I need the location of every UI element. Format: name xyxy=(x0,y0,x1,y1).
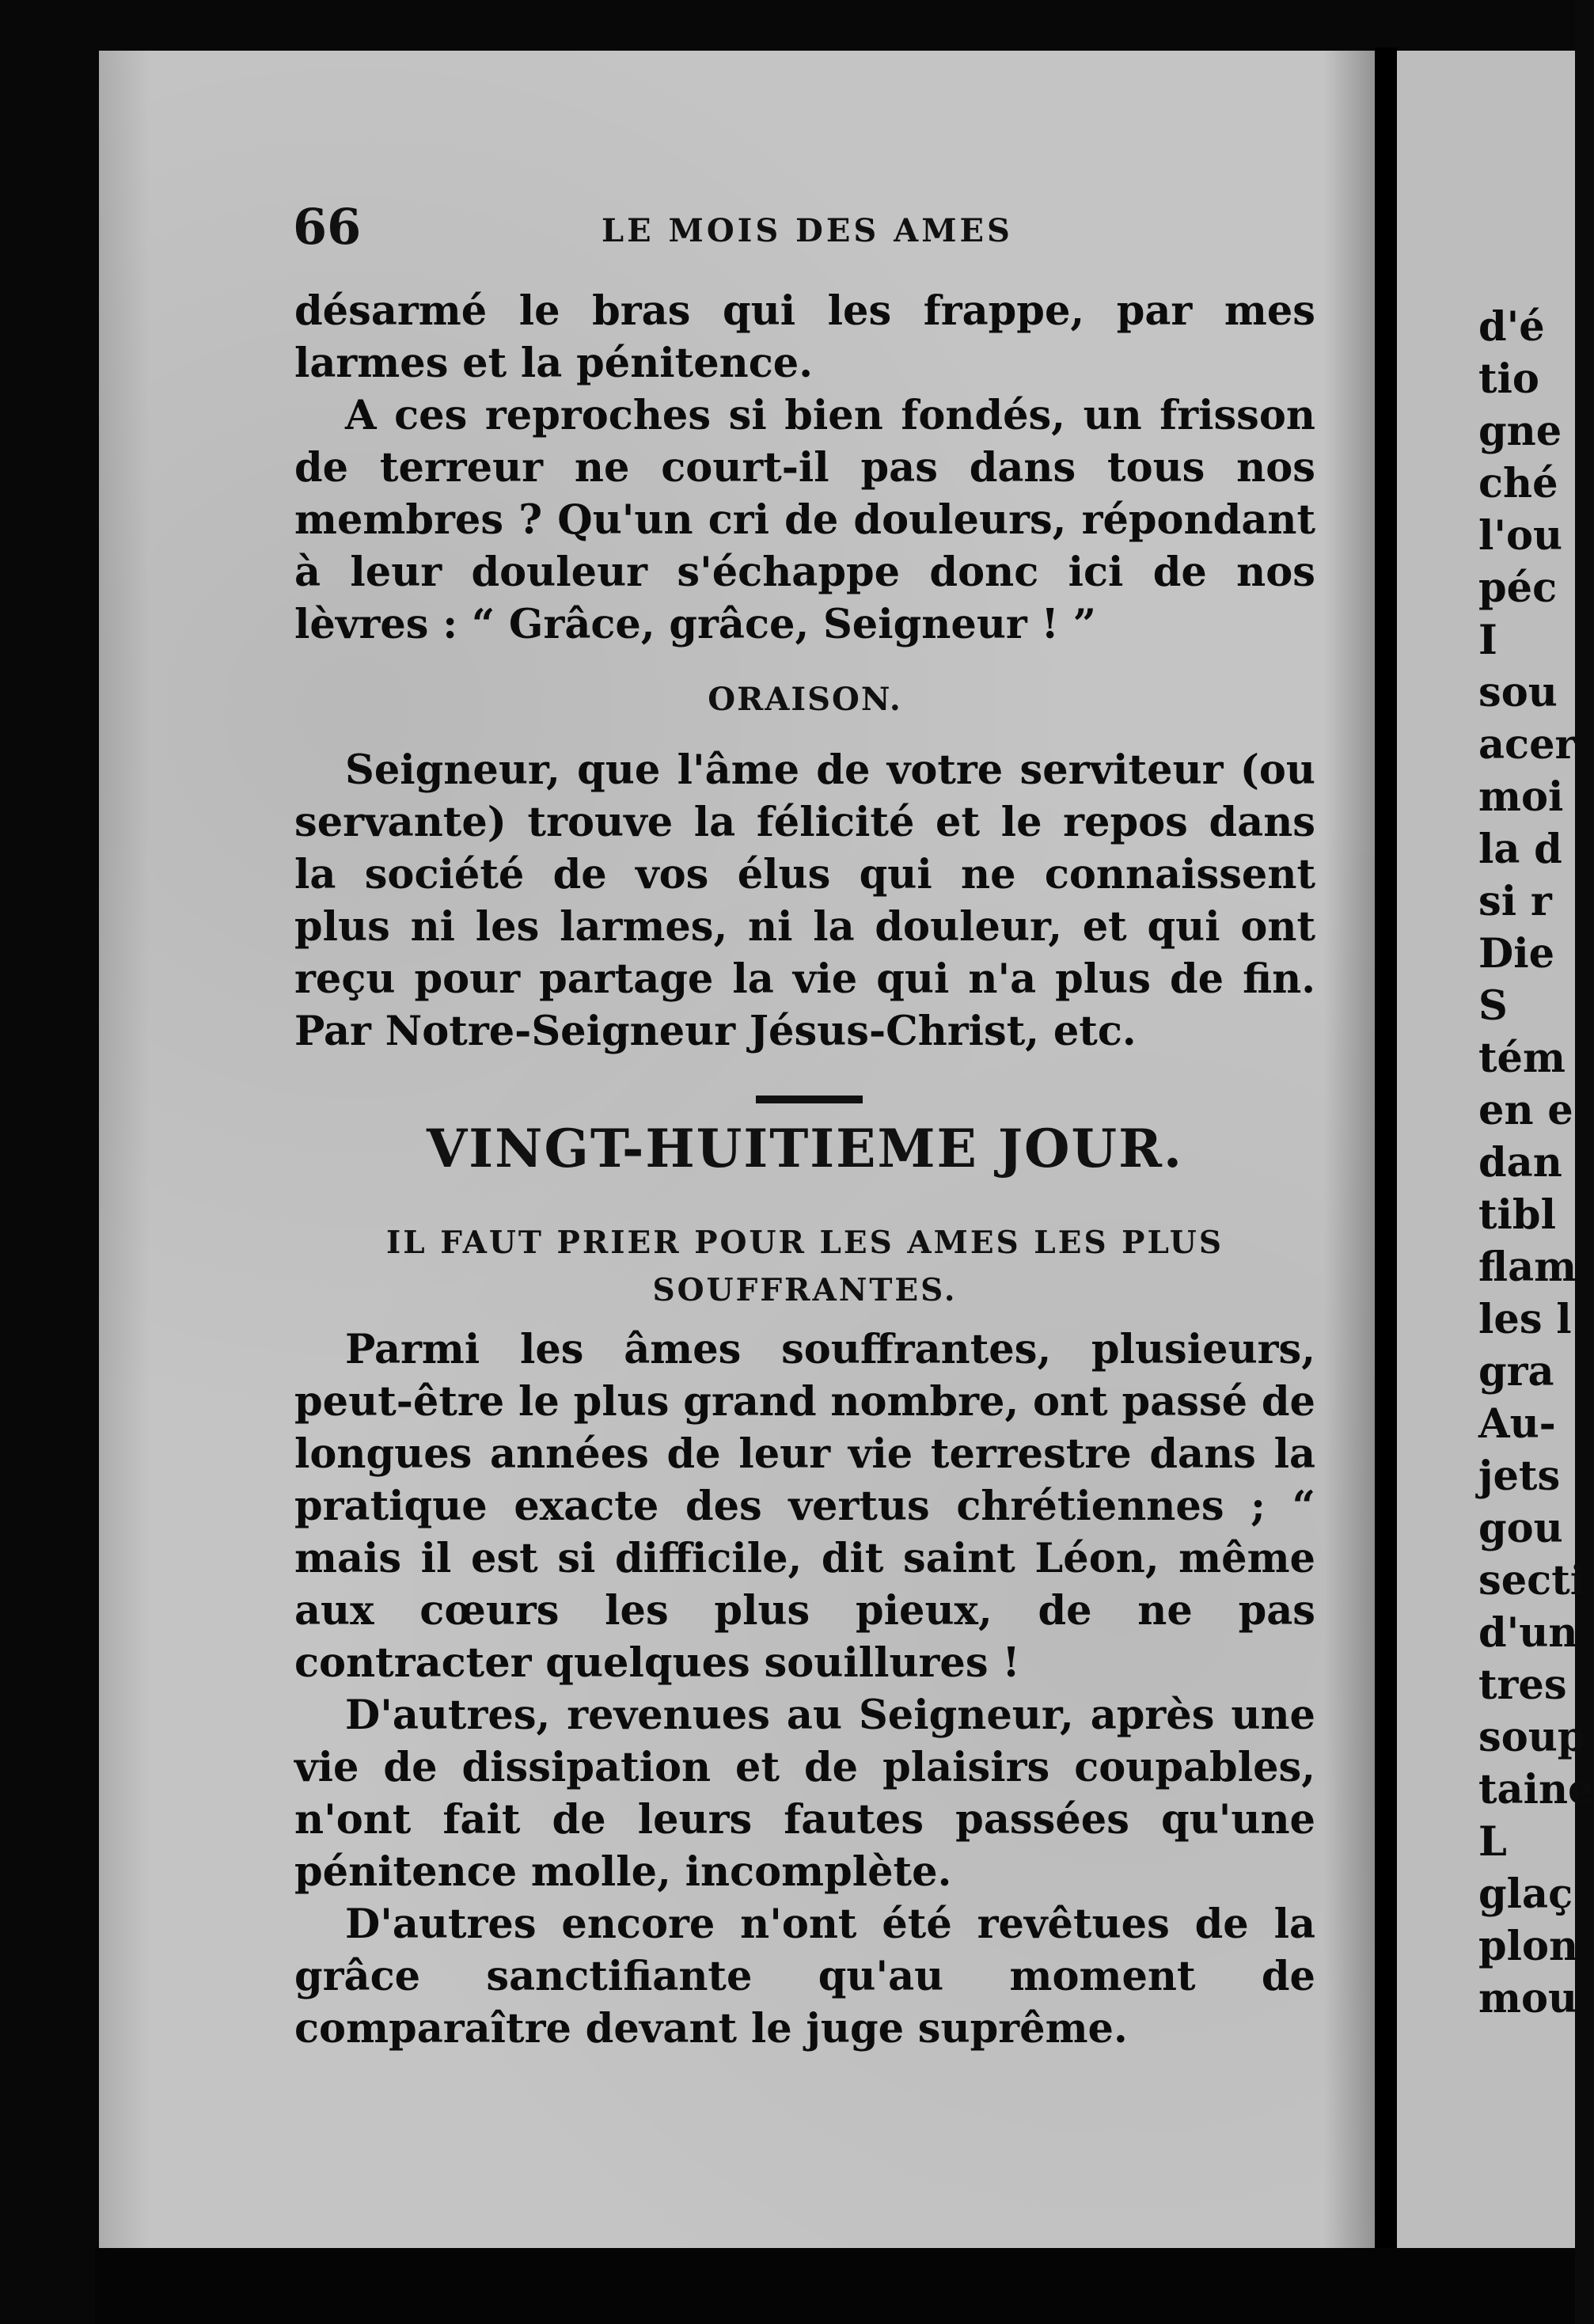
body-paragraph: D'autres encore n'ont été revêtues de la grâce sanctifiante qu'au moment de comparaître devant le juge suprême. xyxy=(294,1901,1315,2052)
right-page-fragment: tres xyxy=(1478,1661,1567,1709)
right-page-fragment: si r xyxy=(1478,878,1552,925)
right-page-fragment: Au- xyxy=(1478,1400,1556,1448)
paragraph: A ces reproches si bien fondés, un frisson de terreur ne court-il pas dans tous nos membres ? Qu'un cri de douleurs, répondant à leur douleur s'échappe donc ici de nos lèvres : “ Grâce, grâce, Seigneur ! ” xyxy=(294,392,1315,648)
right-page-fragment: flam xyxy=(1478,1244,1577,1291)
book-gutter xyxy=(1375,47,1397,2272)
paragraph-continuation: désarmé le bras qui les frappe, par mes larmes et la pénitence. xyxy=(294,287,1315,387)
right-page-fragment: plon xyxy=(1478,1923,1579,1970)
page-number: 66 xyxy=(293,198,362,256)
oraison-text: Seigneur, que l'âme de votre serviteur (ou servante) trouve la félicité et le repos dans la société de vos élus qui ne connaissent plus ni les larmes, ni la douleur, et qui ont reçu pour partage la vie qui n'a plus de fin. Par Notre-Seigneur Jésus-Christ, etc. xyxy=(294,746,1315,1055)
right-page-fragment: péc xyxy=(1478,564,1558,612)
chapter-subtitle xyxy=(294,1219,1315,1314)
right-page-fragment: tém xyxy=(1478,1035,1566,1082)
oraison-heading: ORAISON. xyxy=(708,681,902,718)
oraison-block xyxy=(294,744,1315,1058)
right-page-fragment: moi xyxy=(1478,773,1564,821)
right-page-fragment: I xyxy=(1478,617,1497,664)
right-page-fragment: taine xyxy=(1478,1766,1594,1813)
right-page-fragment: soup xyxy=(1478,1714,1586,1761)
right-page-fragment: tio xyxy=(1478,355,1539,403)
right-page-fragment: secti xyxy=(1478,1557,1586,1604)
right-page-fragment: la d xyxy=(1478,826,1562,873)
right-page-fragment: les l xyxy=(1478,1296,1572,1343)
right-page-fragment: glaç xyxy=(1478,1870,1573,1918)
running-title: LE MOIS DES AMES xyxy=(602,212,1013,249)
chapter-title: VINGT-HUITIEME JOUR. xyxy=(427,1118,1183,1179)
right-page-fragment: tibl xyxy=(1478,1191,1556,1239)
right-page-fragment: sou xyxy=(1478,669,1558,716)
body-paragraph: D'autres, revenues au Seigneur, après une vie de dissipation et de plaisirs coupables, n'ont fait de leurs fautes passées qu'une pénitence molle, incomplète. xyxy=(294,1692,1315,1896)
scan-bottom-border xyxy=(95,2248,1575,2324)
right-page-fragment: en e xyxy=(1478,1087,1573,1134)
chapter-body xyxy=(294,1323,1315,2055)
right-page-fragments xyxy=(1478,301,1594,2025)
right-page-fragment: S xyxy=(1478,982,1508,1030)
right-page-fragment: dan xyxy=(1478,1139,1562,1187)
body-paragraph: Parmi les âmes souffrantes, plusieurs, peut-être le plus grand nombre, ont passé de longues années de leur vie terrestre dans la pratique exacte des vertus chrétiennes ; “ mais il est si difficile, dit saint Léon, même aux cœurs les plus pieux, de ne pas contracter quelques souillures ! xyxy=(294,1326,1315,1687)
chapter-subtitle-line: IL FAUT PRIER POUR LES AMES LES PLUS xyxy=(386,1225,1224,1261)
right-page-fragment: Die xyxy=(1478,930,1555,978)
right-page-fragment: gne xyxy=(1478,408,1562,455)
right-page-fragment: gra xyxy=(1478,1348,1554,1396)
section-divider xyxy=(756,1096,863,1103)
right-page-fragment: acer xyxy=(1478,721,1577,769)
right-page-fragment: d'é xyxy=(1478,303,1545,351)
right-page-fragment: L xyxy=(1478,1818,1507,1866)
right-page-fragment: l'ou xyxy=(1478,512,1563,560)
running-head xyxy=(293,198,1322,256)
right-page-fragment: jets xyxy=(1478,1452,1561,1500)
right-page-fragment: gou xyxy=(1478,1505,1563,1552)
right-page-fragment: ché xyxy=(1478,460,1558,507)
right-page-fragment: mou xyxy=(1478,1975,1578,2022)
opening-text xyxy=(294,285,1315,651)
right-page-fragment: d'un xyxy=(1478,1609,1578,1657)
chapter-subtitle-line: SOUFFRANTES. xyxy=(652,1272,958,1308)
